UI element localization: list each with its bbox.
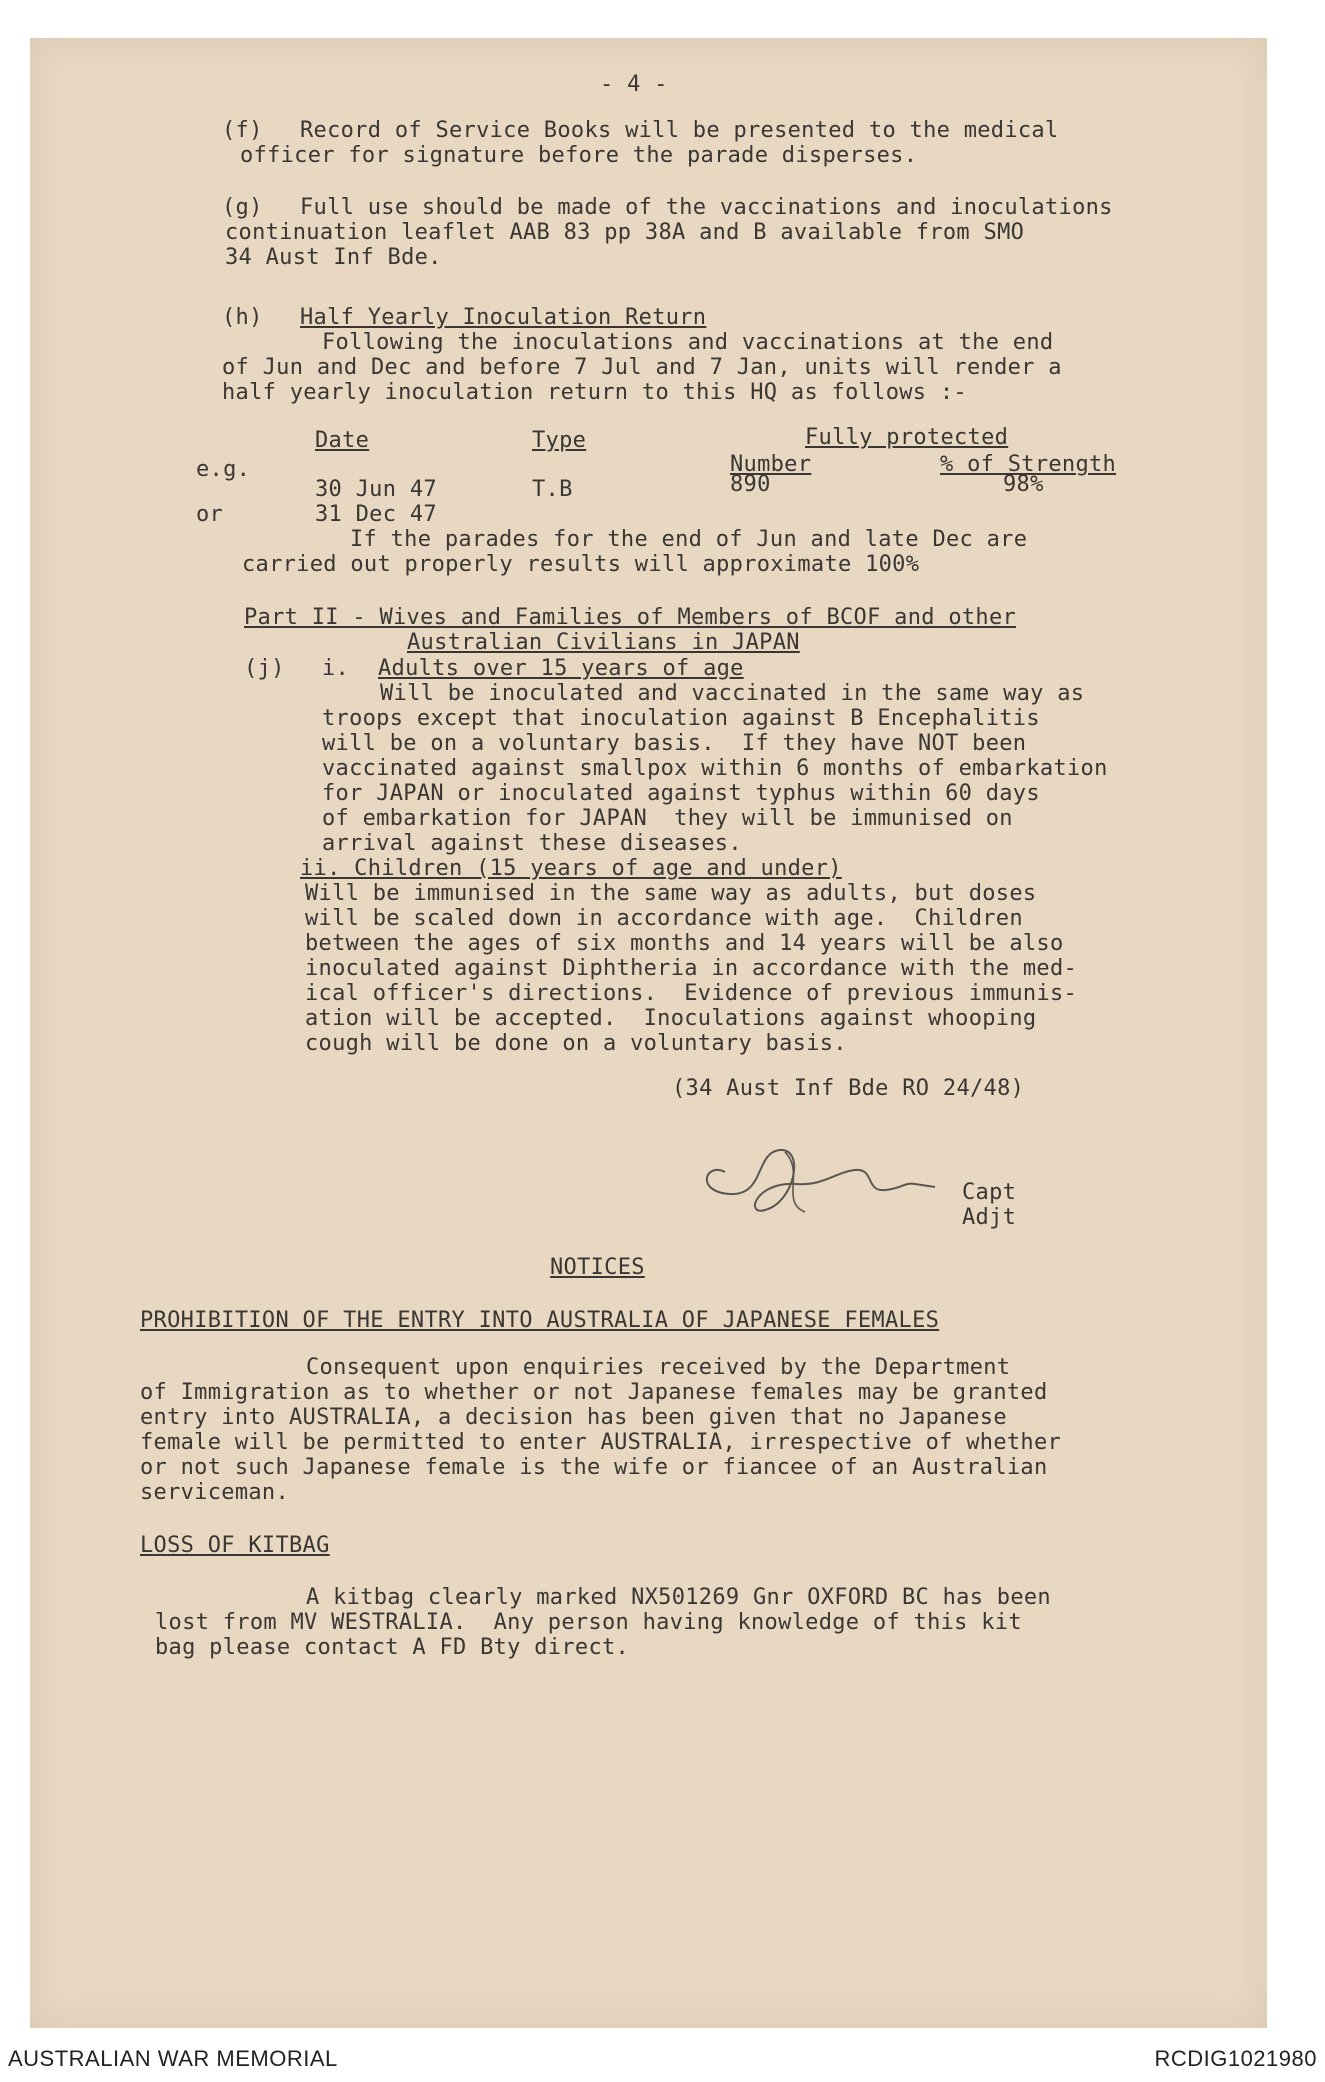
item-h-heading: Half Yearly Inoculation Return <box>300 305 707 330</box>
footer-record-id: RCDIG1021980 <box>1154 2046 1317 2071</box>
col-number: Number <box>730 452 812 477</box>
item-j-ii-line: ation will be accepted. Inoculations against whooping <box>305 1006 1037 1031</box>
item-j-i-label: i. <box>322 656 350 681</box>
item-g-line2: continuation leaflet AAB 83 pp 38A and B available from SMO <box>225 220 1025 245</box>
item-j-label: (j) <box>244 656 285 681</box>
item-j-ii-line: cough will be done on a voluntary basis. <box>305 1031 847 1056</box>
loss-line: lost from MV WESTRALIA. Any person having knowledge of this kit <box>155 1610 1022 1635</box>
signature-rank: Capt <box>962 1180 1017 1205</box>
item-j-i-line: for JAPAN or inoculated against typhus within 60 days <box>322 781 1040 806</box>
notices-title: NOTICES <box>550 1255 645 1280</box>
loss-heading: LOSS OF KITBAG <box>140 1533 330 1558</box>
item-j-i-line: of embarkation for JAPAN they will be immunised on <box>322 806 1013 831</box>
col-fully-protected: Fully protected <box>805 425 1009 450</box>
eg-label: e.g. <box>196 457 251 482</box>
item-h-line2: of Jun and Dec and before 7 Jul and 7 Jan, units will render a <box>222 355 1062 380</box>
item-j-ii-line: will be scaled down in accordance with age. Children <box>305 906 1023 931</box>
note-line2: carried out properly results will approximate 100% <box>242 552 920 577</box>
item-h-label: (h) <box>222 305 263 330</box>
row1-type: T.B <box>532 477 573 502</box>
signature-title: Adjt <box>962 1205 1017 1230</box>
prohibition-line: female will be permitted to enter AUSTRALIA, irrespective of whether <box>140 1430 1062 1455</box>
part2-line1: Part II - Wives and Families of Members of BCOF and other <box>244 605 1017 630</box>
col-date: Date <box>315 428 370 453</box>
item-h-line3: half yearly inoculation return to this HQ as follows :- <box>222 380 967 405</box>
prohibition-line: or not such Japanese female is the wife or fiancee of an Australian <box>140 1455 1048 1480</box>
item-j-ii-line: Will be immunised in the same way as adults, but doses <box>305 881 1037 906</box>
item-j-i-line: arrival against these diseases. <box>322 831 742 856</box>
item-j-i-line: will be on a voluntary basis. If they have NOT been <box>322 731 1027 756</box>
item-j-ii-heading: ii. Children (15 years of age and under) <box>300 856 842 881</box>
row1-pct: 98% <box>1003 472 1044 497</box>
prohibition-line: serviceman. <box>140 1480 289 1505</box>
loss-line: A kitbag clearly marked NX501269 Gnr OXFORD BC has been <box>306 1585 1051 1610</box>
item-j-ii-line: inoculated against Diphtheria in accordance with the med- <box>305 956 1078 981</box>
reference: (34 Aust Inf Bde RO 24/48) <box>672 1076 1025 1101</box>
prohibition-line: of Immigration as to whether or not Japanese females may be granted <box>140 1380 1048 1405</box>
col-type: Type <box>532 428 587 453</box>
note-line1: If the parades for the end of Jun and late Dec are <box>350 527 1028 552</box>
row1-number: 890 <box>730 472 771 497</box>
or-label: or <box>196 502 224 527</box>
item-f-line2: officer for signature before the parade disperses. <box>240 143 918 168</box>
prohibition-line: entry into AUSTRALIA, a decision has been given that no Japanese <box>140 1405 1007 1430</box>
row2-date: 31 Dec 47 <box>315 502 437 527</box>
item-j-ii-line: between the ages of six months and 14 years will be also <box>305 931 1064 956</box>
col-pct-strength: % of Strength <box>940 452 1117 477</box>
row1-date: 30 Jun 47 <box>315 477 437 502</box>
item-j-i-line: Will be inoculated and vaccinated in the same way as <box>380 681 1085 706</box>
page-number: - 4 - <box>600 72 668 97</box>
loss-line: bag please contact A FD Bty direct. <box>155 1635 630 1660</box>
item-g-label: (g) <box>222 195 263 220</box>
item-h-line1: Following the inoculations and vaccinations at the end <box>322 330 1054 355</box>
item-j-i-line: vaccinated against smallpox within 6 months of embarkation <box>322 756 1108 781</box>
item-f-line1: Record of Service Books will be presented to the medical <box>300 118 1059 143</box>
item-j-i-line: troops except that inoculation against B Encephalitis <box>322 706 1040 731</box>
part2-line2: Australian Civilians in JAPAN <box>407 630 800 655</box>
item-j-ii-line: ical officer's directions. Evidence of previous immunis- <box>305 981 1078 1006</box>
item-g-line3: 34 Aust Inf Bde. <box>225 245 442 270</box>
item-j-i-heading: Adults over 15 years of age <box>378 656 744 681</box>
prohibition-heading: PROHIBITION OF THE ENTRY INTO AUSTRALIA OF JAPANESE FEMALES <box>140 1308 940 1333</box>
item-g-line1: Full use should be made of the vaccinations and inoculations <box>300 195 1113 220</box>
footer-archive-name: AUSTRALIAN WAR MEMORIAL <box>8 2046 338 2071</box>
prohibition-line: Consequent upon enquiries received by the Department <box>306 1355 1011 1380</box>
item-f-label: (f) <box>222 118 263 143</box>
signature-scribble <box>685 1132 960 1222</box>
